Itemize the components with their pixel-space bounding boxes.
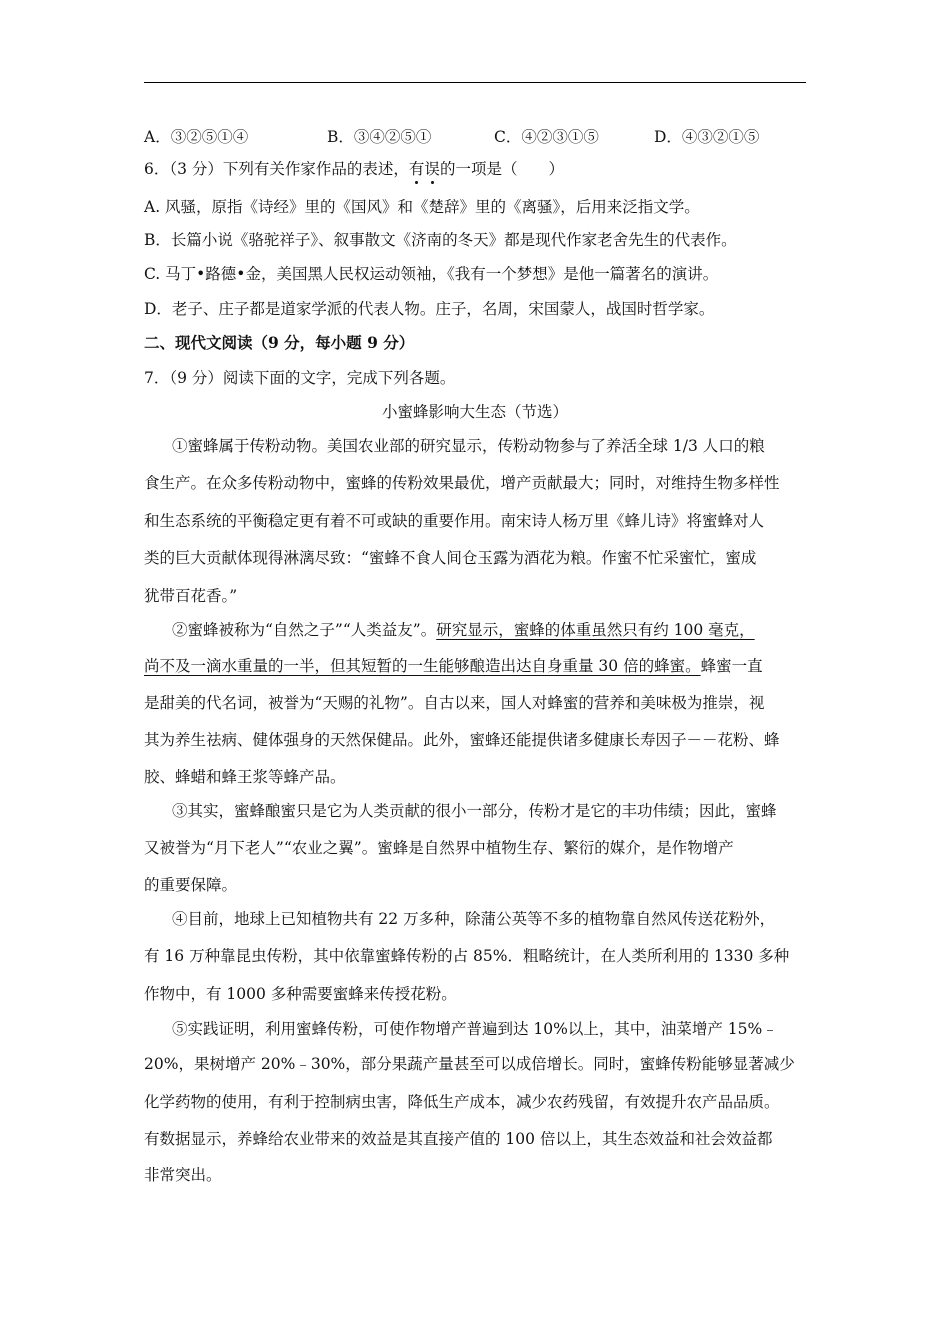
paragraph-text: ②蜜蜂被称为“自然之子”“人类益友”。 — [172, 621, 437, 639]
q5-option-c: C．④②③①⑤ — [494, 128, 599, 146]
q6-stem-text: 6．（3 分）下列有关作家作品的表述， — [144, 160, 409, 178]
paragraph-line: 是甜美的代名词，被誉为“天赐的礼物”。自古以来，国人对蜂蜜的营养和美味极为推崇，视 — [144, 694, 765, 712]
q6-emphasis-char: 误 — [424, 160, 440, 178]
q6-stem-text: 的一项是（ ） — [439, 160, 564, 178]
paragraph-line: 其为养生祛病、健体强身的天然保健品。此外，蜜蜂还能提供诸多健康长寿因子－－花粉、蜂 — [144, 731, 780, 749]
q6-option-d: D．老子、庄子都是道家学派的代表人物。庄子，名周，宋国蒙人，战国时哲学家。 — [144, 300, 715, 318]
paragraph-line: ③其实，蜜蜂酿蜜只是它为人类贡献的很小一部分，传粉才是它的丰功伟绩；因此，蜜蜂 — [172, 802, 777, 820]
paragraph-line: 有 16 万种靠昆虫传粉，其中依靠蜜蜂传粉的占 85%．粗略统计，在人类所利用的 1330 多种 — [144, 947, 790, 965]
paragraph-line: ①蜜蜂属于传粉动物。美国农业部的研究显示，传粉动物参与了养活全球 1/3 人口的粮 — [172, 437, 765, 455]
paragraph-line — [144, 655, 806, 677]
paragraph-line: ④目前，地球上已知植物共有 22 万多种，除蒲公英等不多的植物靠自然风传送花粉外， — [172, 910, 776, 928]
q5-option-a: A．③②⑤①④ — [144, 128, 249, 146]
paragraph-line: 有数据显示，养蜂给农业带来的效益是其直接产值的 100 倍以上，其生态效益和社会效益都 — [144, 1130, 773, 1148]
q6-stem — [144, 158, 806, 180]
paragraph-line: 20%，果树增产 20%﹣30%，部分果蔬产量甚至可以成倍增长。同时，蜜蜂传粉能够显著减少 — [144, 1055, 795, 1073]
q6-option-c: C. 马丁•路德•金，美国黑人民权运动领袖，《我有一个梦想》是他一篇著名的演讲。 — [144, 265, 719, 283]
paragraph-line: 非常突出。 — [144, 1166, 222, 1184]
section-heading: 二、现代文阅读（9 分，每小题 9 分） — [144, 333, 415, 352]
header-rule — [144, 82, 806, 83]
paragraph-line: 又被誉为“月下老人”“农业之翼”。蜜蜂是自然界中植物生存、繁衍的媒介，是作物增产 — [144, 839, 734, 857]
q5-options — [144, 126, 806, 148]
paragraph-line: ⑤实践证明，利用蜜蜂传粉，可使作物增产普遍到达 10%以上，其中，油菜增产 15%﹣ — [172, 1020, 778, 1038]
q6-emphasis-char: 有 — [408, 160, 425, 178]
paragraph-line: 胶、蜂蜡和蜂王浆等蜂产品。 — [144, 768, 346, 786]
q6-option-a: A. 风骚，原指《诗经》里的《国风》和《楚辞》里的《离骚》，后用来泛指文学。 — [144, 198, 700, 216]
paragraph-line: 和生态系统的平衡稳定更有着不可或缺的重要作用。南宋诗人杨万里《蜂儿诗》将蜜蜂对人 — [144, 512, 765, 530]
underlined-sentence: 尚不及一滴水重量的一半，但其短暂的一生能够酿造出达自身重量 30 倍的蜂蜜。 — [144, 657, 701, 675]
paragraph-line: 犹带百花香。” — [144, 587, 238, 605]
paragraph-line: 的重要保障。 — [144, 876, 238, 894]
paragraph-line — [172, 619, 806, 641]
paragraph-text: 蜂蜜一直 — [700, 657, 763, 675]
paragraph-line: 类的巨大贡献体现得淋漓尽致：“蜜蜂不食人间仓玉露为酒花为粮。作蜜不忙采蜜忙，蜜成 — [144, 549, 757, 567]
q5-option-d: D．④③②①⑤ — [654, 128, 760, 146]
underlined-sentence: 研究显示，蜜蜂的体重虽然只有约 100 毫克， — [436, 621, 755, 639]
paragraph-line: 作物中，有 1000 多种需要蜜蜂来传授花粉。 — [144, 985, 457, 1003]
q6-option-b: B．长篇小说《骆驼祥子》、叙事散文《济南的冬天》都是现代作家老舍先生的代表作。 — [144, 231, 737, 249]
passage-title: 小蜜蜂影响大生态（节选） — [381, 403, 568, 421]
paragraph-line: 化学药物的使用，有利于控制病虫害，降低生产成本，减少农药残留，有效提升农产品品质。 — [144, 1093, 780, 1111]
paragraph-line: 食生产。在众多传粉动物中，蜜蜂的传粉效果最优，增产贡献最大；同时，对维持生物多样性 — [144, 474, 780, 492]
q5-option-b: B．③④②⑤① — [327, 128, 432, 146]
q7-stem: 7．（9 分）阅读下面的文字，完成下列各题。 — [144, 369, 456, 387]
